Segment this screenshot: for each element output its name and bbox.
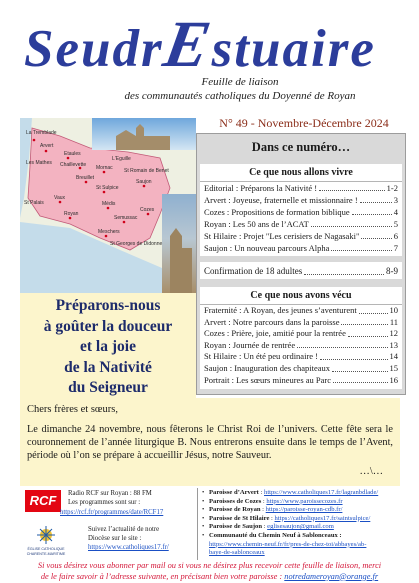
map-label: St Romain de Benet — [124, 168, 169, 174]
diocese-link[interactable]: https://www.catholiques17.fr/ — [88, 544, 169, 551]
headline-line: Préparons-nous — [55, 297, 161, 314]
toc-entry-page: 14 — [389, 351, 398, 362]
toc-entry-title: Cozes : Prière, joie, amitié pour la rentrée — [204, 328, 346, 339]
parish-label: Paroisse de St Hilaire — [209, 514, 270, 522]
community-label: Communauté du Chemin Neuf à Sablonceaux : — [209, 531, 342, 539]
toc-entry-page: 8-9 — [386, 266, 398, 276]
diocese-info — [88, 525, 169, 552]
map-town-dot — [147, 213, 150, 216]
toc-entry-title: Cozes : Propositions de formation biblique — [204, 207, 350, 217]
dot-leader — [332, 371, 387, 372]
toc-highlight-entry[interactable] — [200, 262, 402, 279]
editorial-letter — [20, 398, 400, 486]
continuation-mark: …\… — [359, 466, 383, 477]
map-town-dot — [85, 181, 88, 184]
toc-entry-title: Royan : Les 50 ans de l’ACAT — [204, 219, 309, 229]
notice-line-2-text: de le faire savoir à l’adresse suivante, en précisant bien votre paroisse : — [40, 571, 285, 581]
list-item — [202, 489, 404, 498]
contact-email-link[interactable]: notredameroyan@orange.fr — [284, 571, 379, 581]
headline-line: du Seigneur — [68, 379, 148, 396]
toc-entry[interactable] — [200, 375, 402, 387]
toc-entry-page: 5 — [393, 219, 398, 229]
headline-line: à goûter la douceur — [43, 317, 173, 335]
toc-entry-title: Arvert : Joyeuse, fraternelle et missionnaire ! — [204, 195, 358, 205]
subscription-notice — [0, 561, 419, 582]
map-label: Semussac — [114, 215, 138, 221]
map-label: Les Mathes — [26, 160, 52, 166]
community-link-line — [202, 541, 404, 550]
toc-entry[interactable] — [200, 206, 402, 218]
diocese-logo-text: CHARENTE-MARITIME — [26, 552, 66, 556]
letter-paragraph: Le dimanche 24 novembre, nous fêterons le Christ Roi de l’univers. Cette fête sera le couronnement de l’année liturgique B. Nous entrerons ensuite dans le temps de l’Avent, période où l’on se prépare à accueillir Jésus, notre Sauveur. — [27, 424, 393, 461]
toc-entry-page: 16 — [389, 374, 398, 385]
map-label: St Palais — [24, 200, 44, 206]
toc-entry-title: Royan : Journée de rentrée — [204, 339, 296, 350]
dot-leader — [311, 226, 392, 227]
toc-entry-page: 15 — [389, 362, 398, 373]
dot-leader — [333, 382, 388, 383]
rcf-programs-link[interactable]: https://rcf.fr/programmes/date/RCF17 — [60, 509, 164, 516]
toc-section-past — [200, 287, 402, 389]
separator: : — [261, 497, 267, 505]
map-town-dot — [45, 150, 48, 153]
community-link-line — [202, 549, 404, 558]
map-label: L'Eguille — [112, 156, 131, 162]
community-link[interactable]: https://www.chemin-neuf.fr/fr/pres-de-chez-toi/abbayes/ab- — [209, 540, 367, 548]
toc-entry-page: 11 — [389, 316, 398, 327]
toc-entry-title: Saujon : Inauguration des chapiteaux — [204, 362, 331, 373]
dot-leader — [304, 274, 384, 275]
map-label: Royan — [64, 211, 79, 217]
map-town-dot — [107, 207, 110, 210]
parish-link[interactable]: https://catholiques17.fr/saintsulpice/ — [274, 514, 371, 522]
list-item — [202, 498, 404, 507]
issue-number: N° 49 - Novembre-Décembre 2024 — [219, 116, 389, 130]
map-label: Etaules — [64, 151, 81, 157]
toc-entry-page: 12 — [389, 328, 398, 339]
rcf-logo: RCF — [25, 490, 61, 512]
map-label: La Tremblade — [26, 130, 57, 136]
parish-label: Paroisse d’Arvert — [209, 489, 259, 496]
dot-leader — [331, 250, 391, 251]
bullet-icon: • — [202, 506, 205, 514]
map-town-dot — [103, 191, 106, 194]
dot-leader — [320, 359, 387, 360]
separator: : — [258, 489, 265, 496]
parish-label: Paroisses de Cozes — [209, 497, 262, 505]
toc-entry-title: St Hilaire : Un été peu ordinaire ! — [204, 351, 319, 362]
separator: : — [269, 514, 275, 522]
map-label: Mornac — [96, 165, 113, 171]
deanery-map-image — [20, 118, 196, 293]
editorial-headline — [20, 293, 196, 398]
list-item — [202, 523, 404, 532]
community-link-continued[interactable]: baye-de-sablonceaux — [209, 549, 265, 557]
map-town-dot — [103, 171, 106, 174]
toc-entry-page: 4 — [393, 207, 398, 217]
toc-entry[interactable] — [200, 182, 402, 194]
map-label: St Georges de Didonne — [110, 241, 163, 247]
toc-entry[interactable] — [200, 230, 402, 242]
toc-section-heading: Ce que nous allons vivre — [200, 164, 402, 182]
toc-entry-page: 7 — [393, 243, 398, 253]
parish-label: Paroisse de Royan — [209, 506, 261, 514]
headline-line: de la Nativité — [64, 358, 152, 376]
list-item — [202, 515, 404, 524]
map-label: St Sulpice — [96, 185, 119, 191]
toc-section-heading: Ce que nous avons vécu — [200, 287, 402, 305]
map-label: Chaillevette — [60, 162, 87, 168]
diocese-logo — [24, 524, 68, 558]
notice-line-2 — [0, 572, 419, 583]
letter-greeting: Chers frères et sœurs, — [27, 404, 118, 415]
parish-links-list — [202, 489, 404, 558]
toc-title: Dans ce numéro… — [251, 140, 351, 154]
toc-entry-title: Fraternité : A Royan, des jeunes s’aventurent — [204, 305, 357, 315]
map-label: Arvert — [40, 143, 54, 149]
map-label: Breuillet — [76, 175, 95, 181]
subtitle-line-2: des communautés catholiques du Doyenné de Royan — [124, 90, 356, 102]
toc-entry[interactable] — [200, 328, 402, 340]
map-label: Médis — [102, 201, 116, 207]
diocese-line-2: Diocèse sur le site : — [88, 535, 142, 542]
toc-entry[interactable] — [200, 363, 402, 375]
toc-entry-title: Editorial : Préparons la Nativité ! — [204, 183, 318, 193]
toc-entry-page: 10 — [389, 305, 398, 315]
bullet-icon: • — [202, 523, 205, 531]
subtitle-line-1: Feuille de liaison — [201, 76, 279, 88]
toc-entry[interactable] — [200, 218, 402, 230]
logo-stylized-e: E — [158, 8, 218, 81]
dot-leader — [361, 238, 391, 239]
dot-leader — [319, 190, 385, 191]
dot-leader — [360, 202, 392, 203]
map-label: Saujon — [136, 179, 152, 185]
toc-entry[interactable] — [200, 351, 402, 363]
toc-entry[interactable] — [200, 242, 402, 254]
bullet-icon: • — [202, 497, 205, 505]
dot-leader — [359, 313, 388, 314]
toc-entry[interactable] — [200, 317, 402, 329]
map-town-dot — [143, 185, 146, 188]
map-label: Cozes — [140, 207, 155, 213]
logo-part-2: stuaire — [211, 20, 376, 78]
separator: : — [262, 523, 268, 531]
list-item — [202, 532, 404, 541]
toc-entry-title: Arvert : Notre parcours dans la paroisse — [204, 316, 340, 327]
table-of-contents — [196, 133, 406, 395]
column-divider — [197, 488, 198, 560]
toc-entry-page: 6 — [393, 231, 398, 241]
parish-link[interactable]: eglisesaujon@gmail.com — [267, 523, 334, 531]
map-town-dot — [33, 139, 36, 142]
bullet-icon: • — [202, 514, 205, 522]
toc-entry-title: Portrait : Les sœurs mineures au Parc — [204, 374, 331, 385]
map-label: Meschers — [98, 229, 120, 235]
diocese-logo-text: ÉGLISE CATHOLIQUE — [27, 547, 65, 551]
parish-link[interactable]: https://www.catholiques17.fr/lagranbdlade/ — [264, 489, 379, 496]
list-item — [202, 506, 404, 515]
map-town-dot — [105, 235, 108, 238]
parish-label: Paroisse de Saujon — [209, 523, 263, 531]
map-town-dot — [69, 217, 72, 220]
toc-entry-page: 3 — [393, 195, 398, 205]
diocese-line-1: Suivez l’actualité de notre — [88, 526, 160, 533]
toc-entry[interactable] — [200, 305, 402, 317]
dot-leader — [352, 214, 392, 215]
map-label: Vaux — [54, 195, 66, 201]
map-town-dot — [67, 157, 70, 160]
toc-entry[interactable] — [200, 194, 402, 206]
bullet-icon: • — [202, 489, 205, 496]
toc-section-upcoming — [200, 164, 402, 256]
diocese-logo-rays — [37, 526, 55, 544]
toc-entry-title: St Hilaire : Projet "Les cerisiers de Nagasaki" — [204, 231, 360, 241]
programs-line: Les programmes sont sur : — [68, 499, 141, 506]
toc-entry-page: 13 — [389, 339, 398, 350]
map-town-dot — [123, 221, 126, 224]
notice-line-1: Si vous désirez vous abonner par mail ou si vous ne désirez plus recevoir cette feuille de liaison, merci — [37, 561, 382, 570]
toc-entry-page: 1-2 — [386, 183, 398, 193]
toc-entry[interactable] — [200, 340, 402, 352]
toc-entry-title: Saujon : Un nouveau parcours Alpha — [204, 243, 330, 253]
headline-line: et la joie — [80, 338, 136, 355]
masthead-logo — [24, 8, 376, 81]
logo-part-1: Seudr — [24, 20, 164, 78]
dot-leader — [297, 347, 387, 348]
dot-leader — [348, 336, 388, 337]
radio-info — [68, 489, 152, 507]
parish-link[interactable]: https://paroisse-royan-cdb.fr/ — [265, 506, 343, 514]
radio-line: Radio RCF sur Royan : 88 FM — [68, 490, 152, 497]
map-town-dot — [59, 201, 62, 204]
toc-entry-title: Confirmation de 18 adultes — [204, 266, 303, 276]
dot-leader — [341, 324, 387, 325]
parish-link[interactable]: https://www.paroissecozes.fr — [266, 497, 343, 505]
separator: : — [260, 506, 266, 514]
bullet-icon: • — [202, 531, 205, 539]
